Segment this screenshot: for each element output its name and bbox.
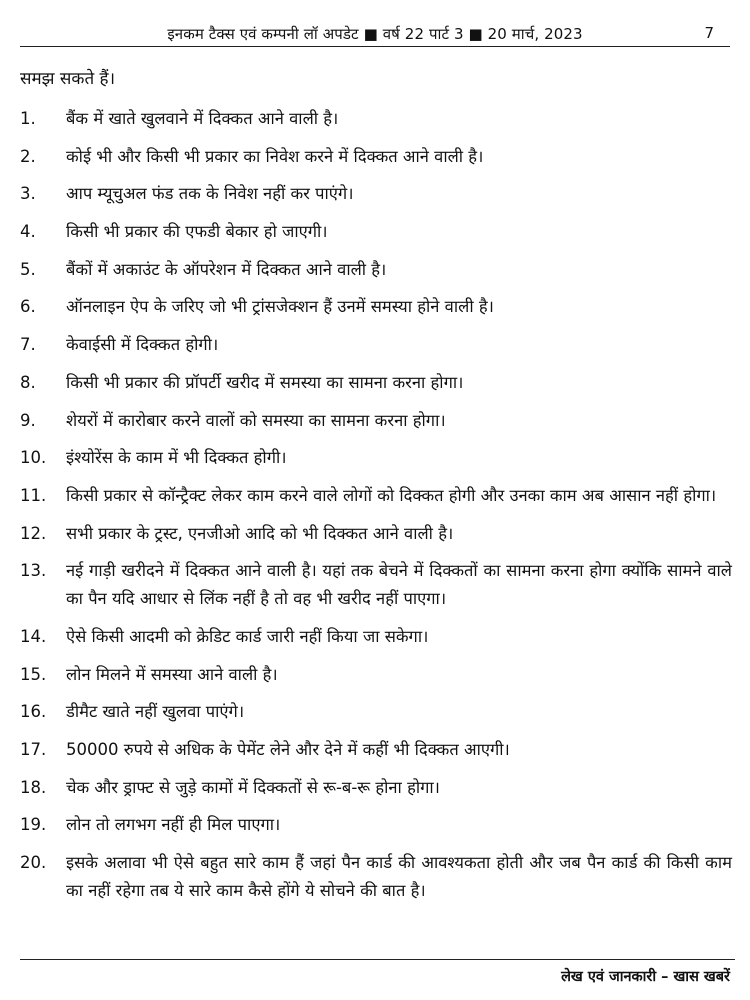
item-number: 16.	[20, 702, 47, 722]
list-item	[20, 811, 732, 839]
page-number: 7	[704, 24, 714, 42]
page-header	[20, 18, 730, 47]
item-number: 11.	[20, 485, 47, 505]
item-number: 8.	[20, 372, 36, 392]
item-text: कोई भी और किसी भी प्रकार का निवेश करने में दिक्कत आने वाली है।	[66, 146, 484, 166]
item-number: 6.	[20, 297, 36, 317]
item-text: नई गाड़ी खरीदने में दिक्कत आने वाली है। यहां तक बेचने में दिक्कतों का सामना करना होगा क्योंकि सामने वाले का पैन यदि आधार से लिंक नहीं है तो वह भी खरीद नहीं पाएगा।	[66, 561, 732, 609]
list-item	[20, 143, 732, 171]
item-text: किसी भी प्रकार की प्रॉपर्टी खरीद में समस्या का सामना करना होगा।	[66, 372, 464, 392]
item-text: किसी भी प्रकार की एफडी बेकार हो जाएगी।	[66, 222, 328, 242]
intro-text: समझ सकते हैं।	[20, 69, 116, 89]
item-text: इंश्योरेंस के काम में भी दिक्कत होगी।	[66, 448, 287, 468]
item-text: आप म्यूचुअल फंड तक के निवेश नहीं कर पाएंगे।	[66, 184, 354, 204]
item-text: लोन मिलने में समस्या आने वाली है।	[66, 664, 278, 684]
list-item	[20, 331, 732, 359]
item-number: 12.	[20, 523, 47, 543]
item-number: 17.	[20, 740, 47, 759]
item-number: 5.	[20, 259, 36, 279]
item-text: बैंकों में अकाउंट के ऑपरेशन में दिक्कत आने वाली है।	[66, 259, 387, 279]
item-number: 19.	[20, 815, 47, 835]
header-title: इनकम टैक्स एवं कम्पनी लॉ अपडेट ■ वर्ष 22 पार्ट 3 ■ 20 मार्च, 2023	[167, 25, 583, 43]
list-item	[20, 293, 732, 321]
list-item	[20, 698, 732, 726]
item-number: 13.	[20, 561, 47, 581]
article-body	[20, 66, 732, 915]
item-number: 4.	[20, 222, 36, 242]
item-number: 3.	[20, 184, 36, 204]
list-item	[20, 557, 732, 613]
item-number: 14.	[20, 626, 47, 646]
item-text: सभी प्रकार के ट्रस्ट, एनजीओ आदि को भी दिक्कत आने वाली है।	[66, 523, 454, 543]
list-item	[20, 444, 732, 472]
item-text: ऐसे किसी आदमी को क्रेडिट कार्ड जारी नहीं किया जा सकेगा।	[66, 626, 429, 646]
list-item	[20, 736, 732, 764]
item-number: 20.	[20, 853, 47, 873]
list-item	[20, 520, 732, 548]
item-number: 1.	[20, 109, 36, 128]
footer-section-label: लेख एवं जानकारी – खास खबरें	[561, 969, 730, 985]
item-text: 50000 रुपये से अधिक के पेमेंट लेने और देने में कहीं भी दिक्कत आएगी।	[66, 740, 510, 759]
list-item	[20, 661, 732, 689]
item-text: डीमैट खाते नहीं खुलवा पाएंगे।	[66, 702, 245, 722]
list-item	[20, 256, 732, 284]
item-text: केवाईसी में दिक्कत होगी।	[66, 335, 219, 355]
list-item	[20, 218, 732, 246]
item-text: किसी प्रकार से कॉन्ट्रैक्ट लेकर काम करने वाले लोगों को दिक्कत होगी और उनका काम अब आसान नहीं होगा।	[66, 485, 717, 505]
consequence-list	[20, 105, 732, 905]
item-text: ऑनलाइन ऐप के जरिए जो भी ट्रांसजेक्शन हैं उनमें समस्या होने वाली है।	[66, 297, 494, 317]
item-text: चेक और ड्राफ्ट से जुड़े कामों में दिक्कतों से रू-ब-रू होना होगा।	[66, 777, 440, 797]
list-item	[20, 482, 732, 510]
item-number: 15.	[20, 664, 47, 684]
list-item	[20, 774, 732, 802]
list-item	[20, 180, 732, 208]
item-number: 18.	[20, 777, 47, 797]
footer-divider	[20, 959, 735, 960]
item-number: 9.	[20, 410, 36, 430]
list-item	[20, 105, 732, 133]
item-text: शेयरों में कारोबार करने वालों को समस्या का सामना करना होगा।	[66, 410, 446, 430]
item-number: 10.	[20, 448, 47, 468]
item-text: लोन तो लगभग नहीं ही मिल पाएगा।	[66, 815, 281, 835]
list-item	[20, 623, 732, 651]
item-number: 2.	[20, 146, 36, 166]
item-text: बैंक में खाते खुलवाने में दिक्कत आने वाली है।	[66, 109, 339, 128]
list-item	[20, 407, 732, 435]
item-number: 7.	[20, 335, 36, 355]
list-item	[20, 369, 732, 397]
item-text: इसके अलावा भी ऐसे बहुत सारे काम हैं जहां पैन कार्ड की आवश्यकता होती और जब पैन कार्ड की किसी काम का नहीं रहेगा तब ये सारे काम कैसे होंगे ये सोचने की बात है।	[66, 853, 732, 901]
list-item	[20, 849, 732, 905]
